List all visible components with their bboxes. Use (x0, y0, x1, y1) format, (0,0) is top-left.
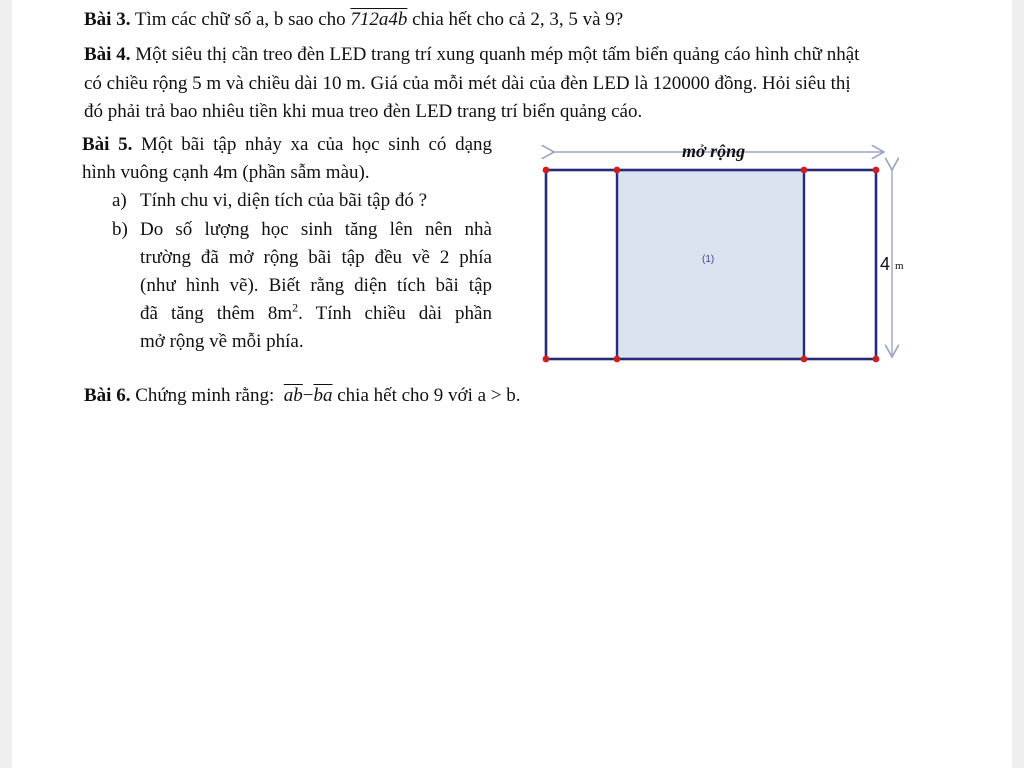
bai6-expr-b: $\overline{ba}$ (313, 385, 333, 406)
bai6-line (84, 381, 521, 410)
bai4-label: Bài 4. (84, 44, 131, 65)
figure-center-label: (1) (702, 254, 715, 265)
document-page (12, 0, 1012, 768)
bai6-expr-a: $\overline{ab}$ (283, 385, 303, 406)
bai5-label: Bài 5. (82, 134, 133, 155)
bai3-line (84, 5, 623, 34)
bai3-text-a: Tìm các chữ số a, b sao cho (134, 9, 346, 30)
bai5-b-line-4b: . Tính chiều dài phần (298, 303, 492, 324)
bai5-b-line-4a: đã tăng thêm 8m (140, 303, 293, 324)
bai4-line-1 (84, 40, 859, 69)
bai3-number: 712a4b (350, 9, 408, 30)
bai3-text-b: chia hết cho cả 2, 3, 5 và 9? (412, 9, 624, 30)
bai5-b-line-4-sup: 2 (292, 300, 299, 315)
bai5-b-label: b) (112, 219, 128, 240)
bai6-label: Bài 6. (84, 385, 131, 406)
figure-side-label: 4 (880, 254, 891, 274)
bai5-a-text: Tính chu vi, diện tích của bãi tập đó ? (140, 190, 428, 211)
bai3-label: Bài 3. (84, 9, 131, 30)
bai4-line-3: đó phải trả bao nhiêu tiền khi mua treo đèn LED trang trí biển quảng cáo. (84, 101, 643, 122)
bai5-text-1: Một bãi tập nhảy xa của học sinh có dạng (140, 134, 493, 155)
bai6-text-b: chia hết cho 9 với a > b. (337, 385, 521, 406)
schoolyard-figure (532, 135, 902, 370)
bai5-line-1 (82, 130, 492, 159)
bai4-line-2: có chiều rộng 5 m và chiều dài 10 m. Giá của mỗi mét dài của đèn LED là 120000 đồng. Hỏi siêu thị (84, 73, 851, 94)
bai6-minus: − (302, 385, 314, 406)
bai4-text-1: Một siêu thị cần treo đèn LED trang trí xung quanh mép một tấm biển quảng cáo hình chữ nhật (135, 44, 860, 65)
bai5-b-line-1: Do số lượng học sinh tăng lên nên nhà (140, 219, 492, 240)
bai5-b-line-5: mở rộng về mỗi phía. (140, 331, 304, 352)
figure-side-unit: m (895, 260, 904, 272)
bai5-b-line-2: trường đã mở rộng bãi tập đều về 2 phía (140, 247, 492, 268)
bai5-line-2: hình vuông cạnh 4m (phần sẫm màu). (82, 162, 370, 183)
bai6-text-a: Chứng minh rằng: (135, 385, 275, 406)
figure-top-label: mở rộng (682, 141, 746, 161)
bai5-b-line-4 (140, 299, 492, 328)
bai5-b-line-3: (như hình vẽ). Biết rằng diện tích bãi tập (140, 275, 492, 296)
bai5-a-label: a) (112, 190, 127, 211)
